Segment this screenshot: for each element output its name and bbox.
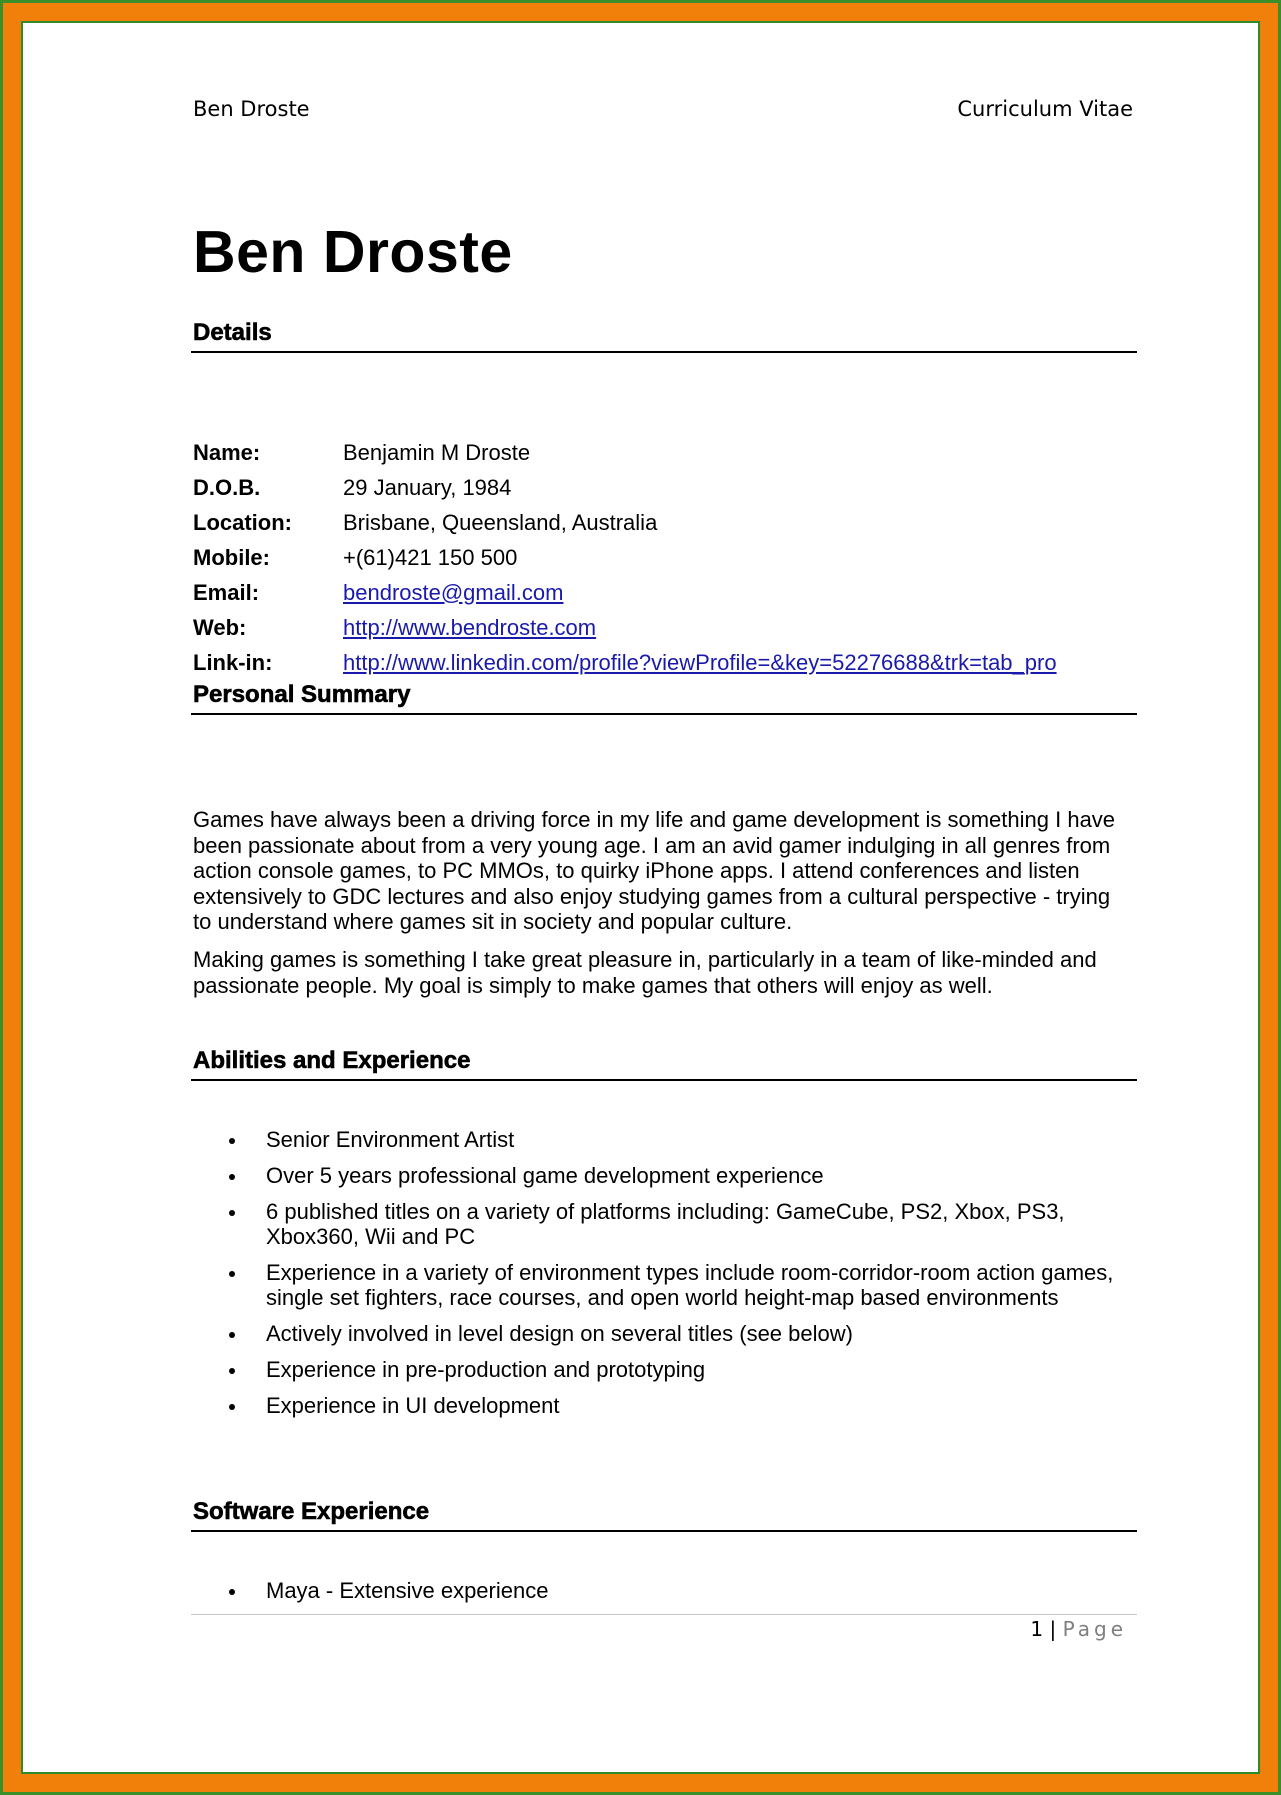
detail-label: Mobile: [193, 544, 270, 570]
header-left: Ben Droste [193, 97, 310, 121]
detail-label: Email: [193, 579, 260, 605]
list-item: Senior Environment Artist [191, 1127, 1131, 1152]
detail-row-dob [193, 470, 1133, 505]
summary-paragraph: Making games is something I take great pleasure in, particularly in a team of like-minded and passionate people. My goal is simply to make games that others will enjoy as well. [193, 947, 1097, 998]
list-item: Maya - Extensive experience [191, 1578, 1131, 1603]
email-link[interactable]: bendroste@gmail.com [343, 579, 564, 605]
footer-divider [191, 1614, 1137, 1615]
detail-value: Benjamin M Droste [343, 439, 531, 465]
document-title: Ben Droste [193, 219, 513, 285]
document-page [21, 21, 1260, 1774]
section-summary-heading: Personal Summary [191, 681, 1137, 715]
list-item: Actively involved in level design on several titles (see below) [191, 1321, 1131, 1346]
section-software-heading: Software Experience [191, 1498, 1137, 1532]
bullet-icon [229, 1271, 235, 1277]
list-item: Experience in pre-production and prototyping [191, 1357, 1131, 1382]
detail-row-web [193, 610, 1133, 645]
section-abilities-heading: Abilities and Experience [191, 1047, 1137, 1081]
detail-row-linkedin [193, 645, 1133, 680]
detail-row-location [193, 505, 1133, 540]
bullet-icon [229, 1404, 235, 1410]
section-details-heading: Details [191, 319, 1137, 353]
detail-value: 29 January, 1984 [343, 474, 512, 500]
footer-separator: | [1049, 1617, 1057, 1641]
summary-paragraph: Games have always been a driving force in my life and game development is something I have been passionate about from a very young age. I am an avid gamer indulging in all genres from action console games, to PC MMOs, to quirky iPhone apps. I attend conferences and listen extensively to GDC lectures and also enjoy studying games from a cultural perspective - trying to understand where games sit in society and popular culture. [193, 807, 1116, 934]
bullet-icon [229, 1210, 235, 1216]
detail-row-name [193, 435, 1133, 470]
detail-row-mobile [193, 540, 1133, 575]
list-item: Experience in a variety of environment types include room-corridor-room action games, single set fighters, race courses, and open world height-map based environments [191, 1260, 1131, 1310]
detail-value: +(61)421 150 500 [343, 544, 518, 570]
list-item: Over 5 years professional game development experience [191, 1163, 1131, 1188]
bullet-icon [229, 1589, 235, 1595]
detail-label: Web: [193, 614, 247, 640]
software-list [191, 1578, 1131, 1614]
bullet-icon [229, 1368, 235, 1374]
abilities-list [191, 1127, 1131, 1429]
detail-label: Link-in: [193, 649, 273, 675]
page-number: 1 [1030, 1617, 1044, 1641]
header-right: Curriculum Vitae [957, 97, 1133, 121]
page-content [191, 23, 1137, 1773]
bullet-icon [229, 1174, 235, 1180]
details-list [193, 435, 1133, 680]
list-item: 6 published titles on a variety of platforms including: GameCube, PS2, Xbox, PS3, Xbox360, Wii and PC [191, 1199, 1131, 1249]
detail-label: Name: [193, 439, 261, 465]
bullet-icon [229, 1332, 235, 1338]
bullet-icon [229, 1138, 235, 1144]
page-label: Page [1062, 1617, 1127, 1641]
page-footer [1030, 1617, 1127, 1641]
detail-value: Brisbane, Queensland, Australia [343, 509, 658, 535]
detail-label: D.O.B. [193, 474, 261, 500]
website-link[interactable]: http://www.bendroste.com [343, 614, 597, 640]
list-item: Experience in UI development [191, 1393, 1131, 1418]
linkedin-link[interactable]: http://www.linkedin.com/profile?viewProfile=&key=52276688&trk=tab_pro [343, 649, 1057, 675]
detail-row-email [193, 575, 1133, 610]
detail-label: Location: [193, 509, 292, 535]
